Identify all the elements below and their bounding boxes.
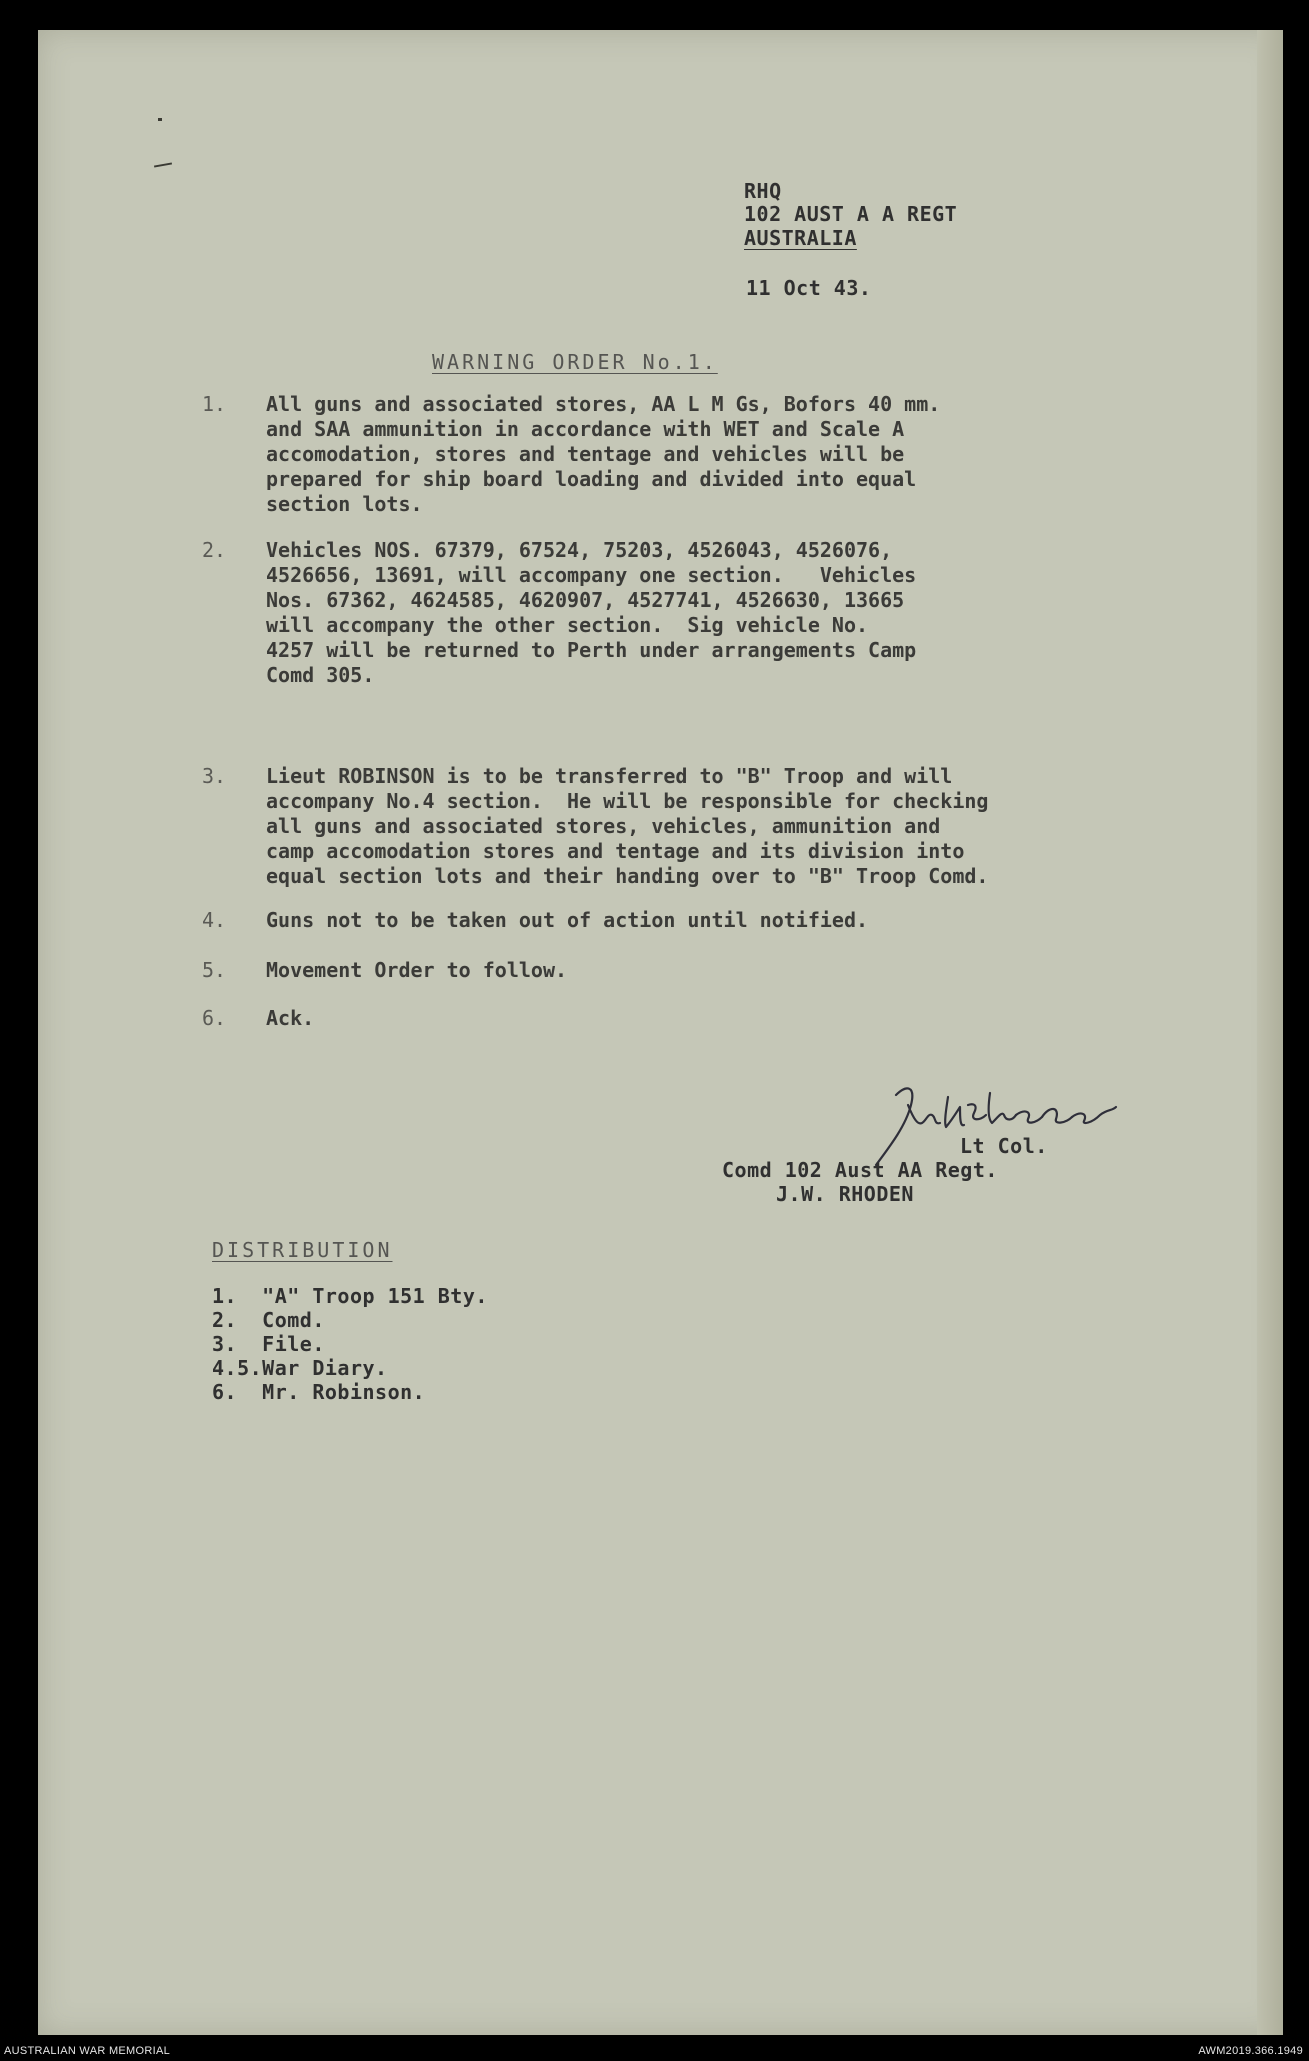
distribution-entry: 2. Comd. (212, 1308, 325, 1332)
document-page (38, 30, 1283, 2035)
item-number: 5. (202, 958, 227, 982)
item-number: 1. (202, 392, 227, 416)
item-text: All guns and associated stores, AA L M Gs, Bofors 40 mm. and SAA ammunition in accordance with WET and Scale A accomodation, stores and tentage and vehicles will be prepared for ship board loading and divided into equal section lots. (266, 392, 941, 516)
distribution-entry: 4.5.War Diary. (212, 1356, 388, 1380)
document-date: 11 Oct 43. (746, 276, 872, 300)
letterhead-location: AUSTRALIA (744, 226, 857, 250)
paper-mark (154, 162, 172, 167)
signatory-rank: Lt Col. (960, 1134, 1048, 1158)
distribution-entry: 3. File. (212, 1332, 325, 1356)
distribution-heading: DISTRIBUTION (212, 1238, 393, 1262)
item-text: Ack. (266, 1006, 315, 1030)
paper-mark (158, 118, 162, 121)
signatory-name: J.W. RHODEN (776, 1182, 914, 1206)
letterhead-unit: RHQ (744, 179, 782, 203)
archive-reference: AWM2019.366.1949 (1198, 2045, 1303, 2057)
item-number: 4. (202, 908, 227, 932)
paper-edge (1257, 30, 1283, 2035)
archive-credit: AUSTRALIAN WAR MEMORIAL (4, 2045, 171, 2057)
distribution-entry: 6. Mr. Robinson. (212, 1380, 426, 1404)
item-number: 2. (202, 538, 227, 562)
item-text: Guns not to be taken out of action until notified. (266, 908, 869, 932)
letterhead-regiment: 102 AUST A A REGT (744, 202, 958, 226)
item-text: Lieut ROBINSON is to be transferred to "B" Troop and will accompany No.4 section. He will be responsible for checking all guns and associated stores, vehicles, ammunition and camp accomodation stores and tentage and its division into equal section lots and their handing over to "B" Troop Comd. (266, 764, 989, 888)
document-title: WARNING ORDER No.1. (432, 350, 718, 374)
item-number: 6. (202, 1006, 227, 1030)
distribution-entry: 1. "A" Troop 151 Bty. (212, 1284, 488, 1308)
item-number: 3. (202, 764, 227, 788)
signatory-appointment: Comd 102 Aust AA Regt. (722, 1158, 998, 1182)
item-text: Vehicles NOS. 67379, 67524, 75203, 4526043, 4526076, 4526656, 13691, will accompany one section. Vehicles Nos. 67362, 4624585, 4620907, 4527741, 4526630, 13665 will accompany the other section. Sig vehicle No. 4257 will be returned to Perth under arrangements Camp Comd 305. (266, 538, 917, 687)
item-text: Movement Order to follow. (266, 958, 568, 982)
